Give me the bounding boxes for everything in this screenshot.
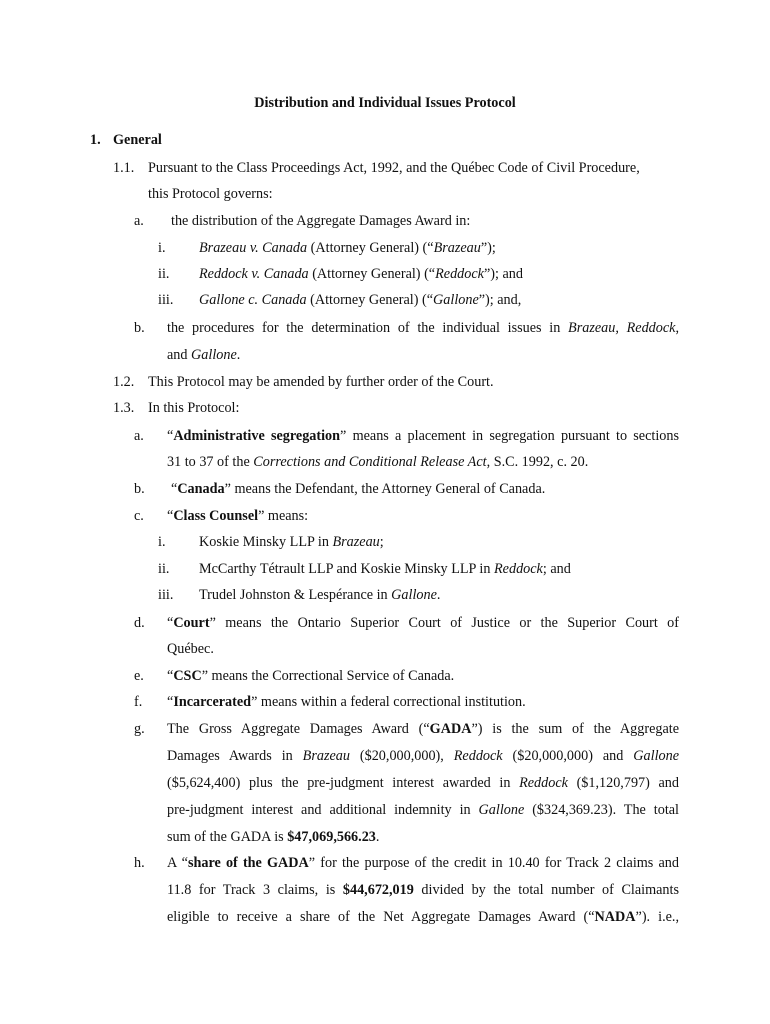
definition-text: pre-judgment interest and additional indemnity in Gallone ($324,369.23). The total (167, 802, 679, 818)
item-label: a. (134, 428, 144, 444)
item-label: e. (134, 668, 144, 684)
subitem-label: iii. (158, 587, 174, 603)
item-text: and Gallone. (167, 347, 241, 363)
definition-text: “Incarcerated” means within a federal correctional institution. (167, 694, 526, 710)
subitem-label: iii. (158, 292, 174, 308)
document-title: Distribution and Individual Issues Protocol (254, 95, 516, 111)
clause-text: In this Protocol: (148, 400, 240, 416)
definition-text: Québec. (167, 641, 214, 657)
subitem-text: McCarthy Tétrault LLP and Koskie Minsky LLP in Reddock; and (199, 561, 571, 577)
item-label: b. (134, 481, 145, 497)
definition-text: 31 to 37 of the Corrections and Conditional Release Act, S.C. 1992, c. 20. (167, 454, 589, 470)
subitem-text: Brazeau v. Canada (Attorney General) (“Brazeau”); (199, 240, 496, 256)
subitem-label: ii. (158, 561, 170, 577)
item-text: the distribution of the Aggregate Damages Award in: (171, 213, 471, 229)
clause-number: 1.3. (113, 400, 135, 416)
section-heading: General (113, 132, 162, 148)
definition-text: The Gross Aggregate Damages Award (“GADA”) is the sum of the Aggregate (167, 721, 680, 737)
subitem-label: i. (158, 534, 166, 550)
item-label: c. (134, 508, 144, 524)
subitem-label: i. (158, 240, 166, 256)
definition-text: “Court” means the Ontario Superior Court of Justice or the Superior Court of (167, 615, 679, 631)
definition-text: Damages Awards in Brazeau ($20,000,000), Reddock ($20,000,000) and Gallone (167, 748, 679, 764)
item-label: b. (134, 320, 145, 336)
clause-number: 1.1. (113, 160, 135, 176)
definition-text: “CSC” means the Correctional Service of Canada. (167, 668, 455, 684)
section-number: 1. (90, 132, 101, 148)
definition-text: “Administrative segregation” means a placement in segregation pursuant to sections (167, 428, 679, 444)
definition-text: “Canada” means the Defendant, the Attorney General of Canada. (171, 481, 546, 497)
definition-text: eligible to receive a share of the Net Aggregate Damages Award (“NADA”). i.e., (167, 909, 680, 925)
clause-number: 1.2. (113, 374, 135, 390)
item-label: a. (134, 213, 144, 229)
subitem-label: ii. (158, 266, 170, 282)
clause-text: Pursuant to the Class Proceedings Act, 1992, and the Québec Code of Civil Procedure, (148, 160, 640, 176)
definition-text: sum of the GADA is $47,069,566.23. (167, 829, 380, 845)
clause-text: This Protocol may be amended by further order of the Court. (148, 374, 494, 390)
item-label: h. (134, 855, 145, 871)
subitem-text: Gallone c. Canada (Attorney General) (“Gallone”); and, (199, 292, 522, 308)
definition-text: ($5,624,400) plus the pre-judgment interest awarded in Reddock ($1,120,797) and (167, 775, 679, 791)
subitem-text: Reddock v. Canada (Attorney General) (“Reddock”); and (199, 266, 523, 282)
item-text: the procedures for the determination of the individual issues in Brazeau, Reddock, (167, 320, 679, 336)
definition-text: A “share of the GADA” for the purpose of the credit in 10.40 for Track 2 claims and (167, 855, 679, 871)
subitem-text: Trudel Johnston & Lespérance in Gallone. (199, 587, 441, 603)
definition-text: 11.8 for Track 3 claims, is $44,672,019 divided by the total number of Claimants (167, 882, 679, 898)
item-label: f. (134, 694, 143, 710)
item-label: g. (134, 721, 145, 737)
definition-text: “Class Counsel” means: (167, 508, 309, 524)
item-label: d. (134, 615, 145, 631)
clause-text: this Protocol governs: (148, 186, 273, 202)
subitem-text: Koskie Minsky LLP in Brazeau; (199, 534, 384, 550)
